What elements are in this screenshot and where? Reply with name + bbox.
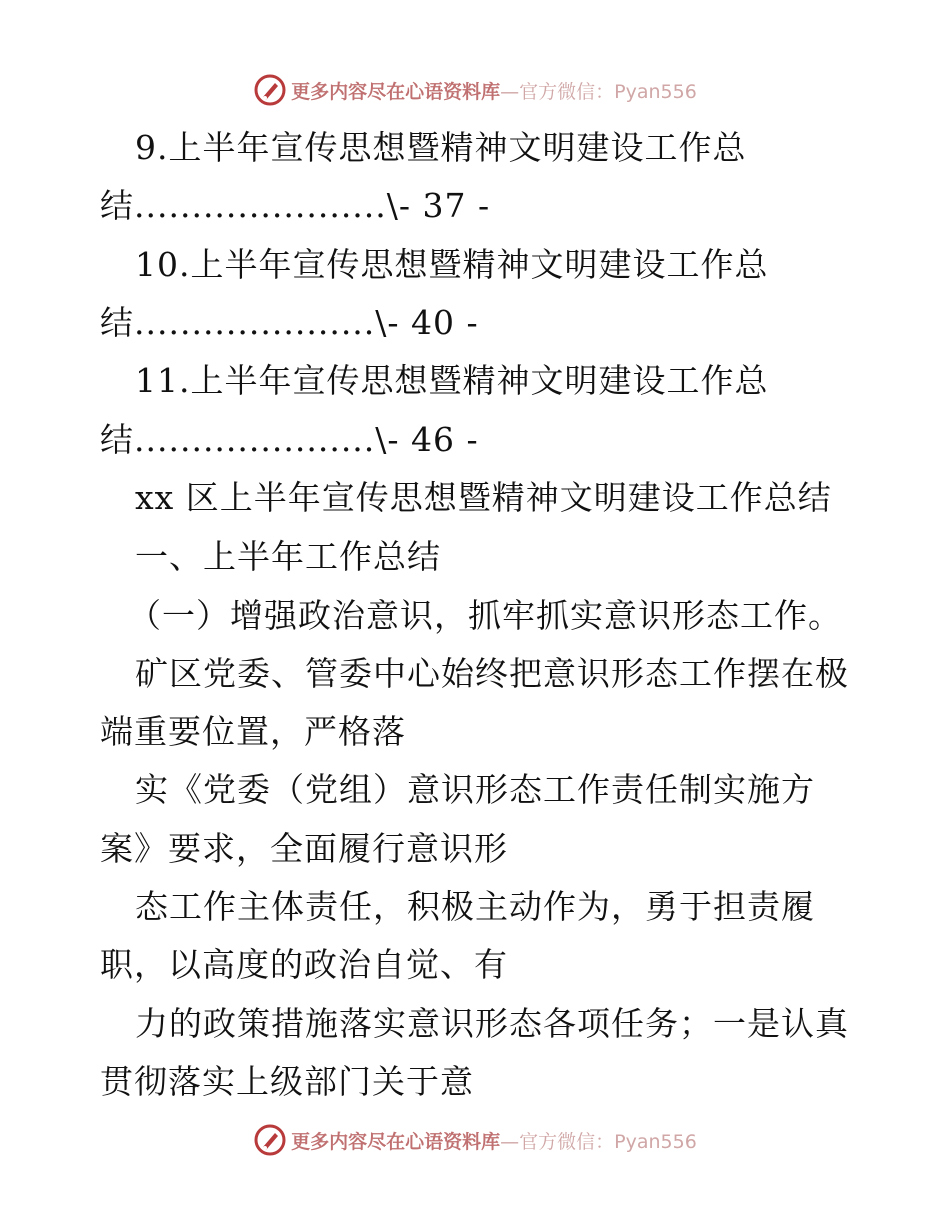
- watermark-text: 更多内容尽在心语资料库—官方微信：Pyan556: [291, 1130, 697, 1153]
- body-line: 力的政策措施落实意识形态各项任务；一是认真: [135, 1004, 849, 1043]
- watermark-text: 更多内容尽在心语资料库—官方微信：Pyan556: [291, 80, 697, 103]
- toc-entry-11-page: 结.....................\- 46 -: [100, 420, 479, 459]
- section-heading: 一、上半年工作总结: [135, 537, 441, 576]
- body-line: 态工作主体责任，积极主动作为，勇于担责履: [135, 887, 815, 926]
- body-line: 贯彻落实上级部门关于意: [100, 1062, 474, 1101]
- toc-entry-10-page: 结.....................\- 40 -: [100, 303, 479, 342]
- pen-logo-icon: [253, 1123, 287, 1157]
- body-line: 实《党委（党组）意识形态工作责任制实施方: [135, 770, 815, 809]
- document-title: xx 区上半年宣传思想暨精神文明建设工作总结: [135, 478, 832, 517]
- body-line: 职，以高度的政治自觉、有: [100, 945, 508, 984]
- body-line: 端重要位置，严格落: [100, 712, 406, 751]
- body-line: 矿区党委、管委中心始终把意识形态工作摆在极: [135, 654, 849, 693]
- toc-entry-9-page: 结......................\- 37 -: [100, 186, 491, 225]
- sub-heading: （一）增强政治意识，抓牢抓实意识形态工作。: [128, 596, 842, 635]
- toc-entry-10-title: 10.上半年宣传思想暨精神文明建设工作总: [135, 245, 769, 284]
- toc-entry-11-title: 11.上半年宣传思想暨精神文明建设工作总: [135, 361, 769, 400]
- body-line: 案》要求，全面履行意识形: [100, 829, 508, 868]
- watermark-banner-bottom: [0, 1120, 950, 1160]
- toc-entry-9-title: 9.上半年宣传思想暨精神文明建设工作总: [135, 128, 747, 167]
